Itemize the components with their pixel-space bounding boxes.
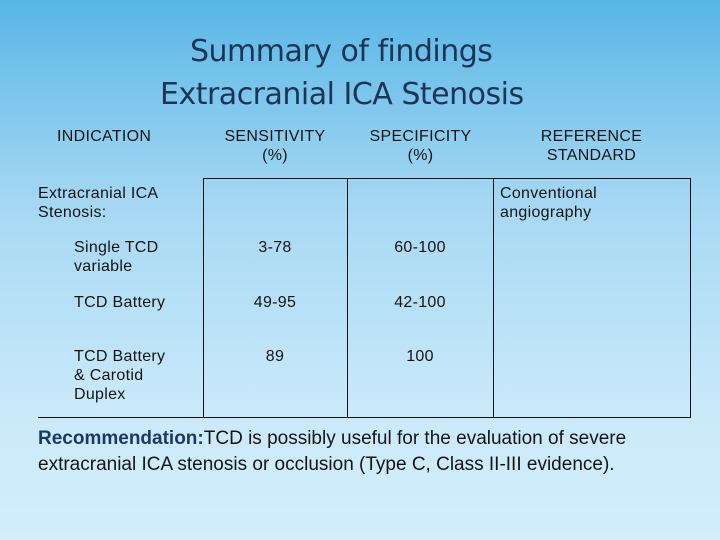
header-specificity [350,127,491,165]
title-line-1: Summary of findings [190,34,493,69]
header-specificity-line-2: (%) [407,147,434,164]
group-reference [500,184,597,222]
group-label-line-1: Extracranial ICA [38,185,159,202]
row-indication-line-3: Duplex [74,386,126,403]
table-divider [493,178,494,418]
table-divider [203,178,690,179]
row-indication: TCD Battery [74,294,166,311]
header-specificity-line-1: SPECIFICITY [369,128,472,145]
row-sensitivity: 49-95 [253,294,297,311]
recommendation-label: Recommendation: [38,428,204,449]
header-sensitivity-line-1: SENSITIVITY [224,128,326,145]
header-reference-line-1: REFERENCE [540,128,643,145]
group-reference-line-2: angiography [500,204,592,221]
table-divider [690,178,691,418]
group-reference-line-1: Conventional [500,185,597,202]
header-sensitivity [205,127,345,165]
group-label-line-2: Stenosis: [38,204,107,221]
row-indication-line-1: TCD Battery [74,348,166,365]
recommendation-text: TCD is possibly useful for the evaluation of severe extracranial ICA stenosis or occlusion (Type C, Class II-III evidence). [38,428,627,475]
row-specificity: 100 [406,348,434,365]
title-line-2: Extracranial ICA Stenosis [160,77,524,112]
table-divider [38,417,691,418]
group-label [38,184,158,222]
row-sensitivity: 89 [265,348,285,365]
header-reference-line-2: STANDARD [546,147,637,164]
row-indication-line-2: variable [74,258,133,275]
header-reference [495,127,688,165]
header-indication: INDICATION [57,128,152,145]
recommendation [38,426,698,478]
row-specificity: 42-100 [394,294,446,311]
row-sensitivity: 3-78 [258,239,292,256]
row-indication [74,238,159,276]
header-sensitivity-line-2: (%) [262,147,288,164]
row-indication-line-2: & Carotid [74,367,144,384]
slide-title [0,28,720,118]
row-indication [74,347,165,404]
row-indication-line-1: Single TCD [74,239,159,256]
row-specificity: 60-100 [394,239,446,256]
